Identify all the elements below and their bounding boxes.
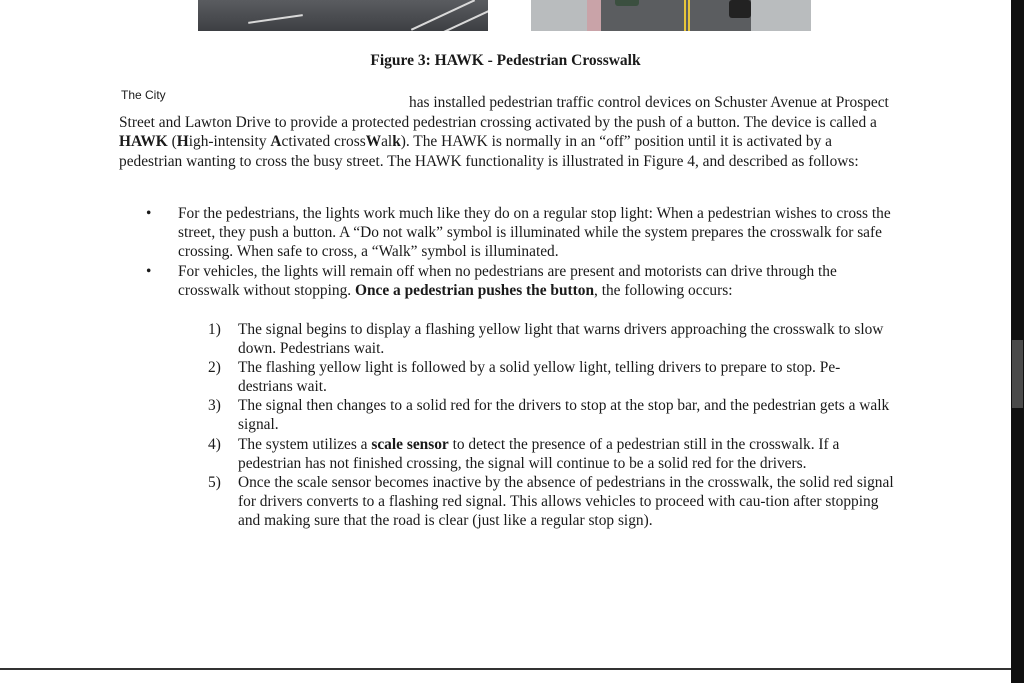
crosswalk-diagram-right [531,0,811,31]
step-item: 2) The flashing yellow light is followed by a solid yellow light, telling drivers to prepare to stop. Pe-destrians wait. [208,359,841,396]
page-bottom-edge [0,668,1011,685]
city-name-note: The City [121,88,166,102]
step-item: 4) The system utilizes a scale sensor to detect the presence of a pedestrian still in the crosswalk. If a pedestrian has not finished crossing, the signal will continue to be a solid red for the drivers. [208,435,840,472]
intro-paragraph: has installed pedestrian traffic control devices on Schuster Avenue at Prospect Street and Lawton Drive to provide a protected pedestrian crossing activated by the push of a button. The device is called a HAWK (High-intensity Activated crossWalk). The HAWK is normally in an “off” position until it is activated by a pedestrian wanting to cross the busy street. The HAWK functionality is illustrated in Figure 4, and described as follows: [119,94,889,170]
bullet-item: • For vehicles, the lights will remain off when no pedestrians are present and motorists can drive through the crosswalk without stopping. Once a pedestrian pushes the button, the following occurs: [146,262,837,299]
bullet-list [146,204,891,300]
step-item: 3) The signal then changes to a solid red for the drivers to stop at the stop bar, and the pedestrian gets a walk signal. [208,397,890,434]
steps-list [208,320,894,530]
bullet-marker: • [146,262,152,280]
step-item: 5) Once the scale sensor becomes inactive by the absence of pedestrians in the crosswalk, the solid red signal for drivers converts to a flashing red signal. This allows vehicles to proceed with cau-tion after stopping and making sure that the road is clear (just like a regular stop sign). [208,473,894,529]
crosswalk-photo-left [198,0,488,31]
scrollbar-thumb[interactable] [1012,340,1023,408]
bullet-marker: • [146,205,152,222]
bullet-item: • For the pedestrians, the lights work much like they do on a regular stop light: When a pedestrian wishes to cross the street, they push a button. A “Do not walk” symbol is illuminated while the system prepares the crosswalk for safe crossing. When safe to cross, a “Walk” symbol is illuminated. [146,205,891,261]
figure-caption: Figure 3: HAWK - Pedestrian Crosswalk [370,52,641,69]
step-item: 1) The signal begins to display a flashing yellow light that warns drivers approaching the crosswalk to slow down. Pedestrians wait. [208,321,884,358]
